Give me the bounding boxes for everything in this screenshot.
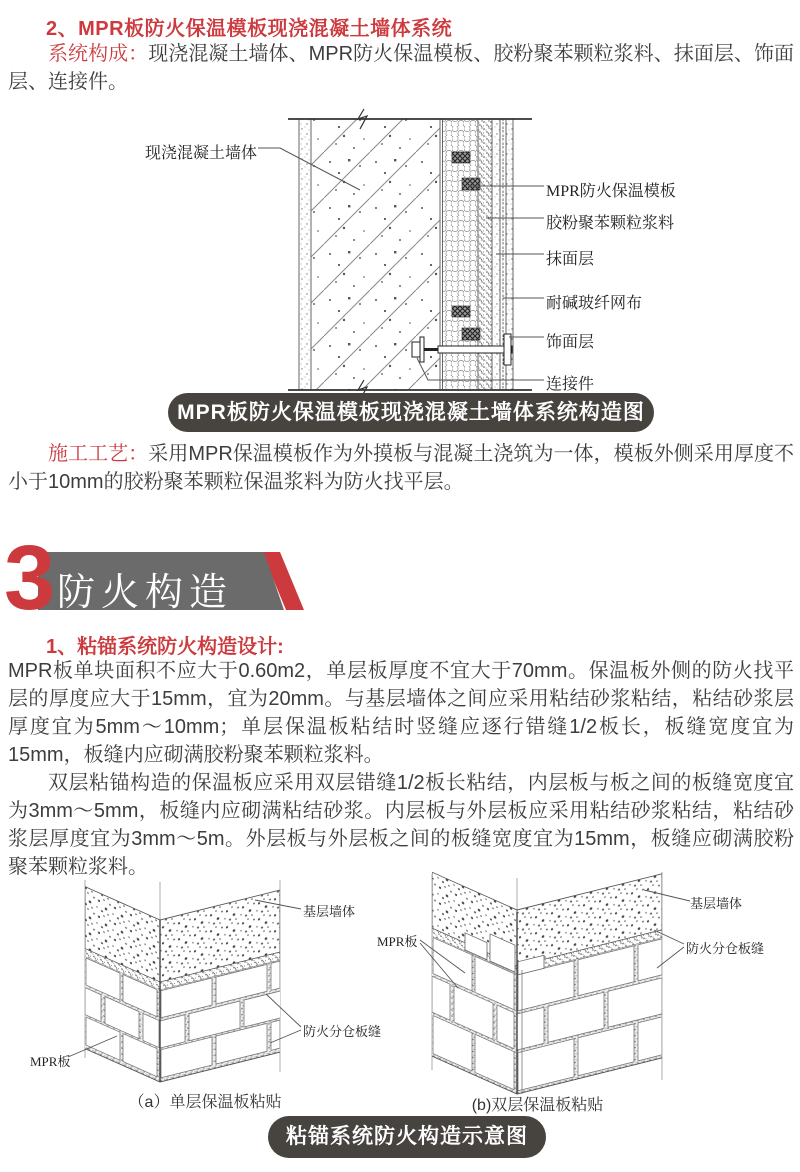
figure-b-mpr-label: MPR板: [377, 934, 418, 949]
process-paragraph: [8, 440, 794, 496]
label-mpr-board: MPR防火保温模板: [546, 183, 676, 200]
label-polystyrene-mortar: 胶粉聚苯颗粒浆料: [546, 215, 675, 232]
figure1-caption-pill: MPR板防火保温模板现浇混凝土墙体系统构造图: [168, 393, 654, 432]
figure-a-fire-joint-label: 防火分仓板缝: [303, 1024, 382, 1039]
body-paragraph-1: MPR板单块面积不应大于0.60m2，单层板厚度不宜大于70mm。保温板外侧的防火找平层的厚度应大于15mm，宜为20mm。与基层墙体之间应采用粘结砂浆粘结，粘结砂浆层厚度宜为5mm～10mm；单层保温板粘结时竖缝应逐行错缝1/2板长，板缝宽度宜为15mm，板缝内应砌满胶粉聚苯颗粒浆料。: [8, 660, 794, 766]
section2-heading: 2、MPR板防火保温模板现浇混凝土墙体系统: [46, 18, 453, 40]
composition-paragraph: [8, 40, 794, 96]
process-text: 采用MPR保温模板作为外摸板与混凝土浇筑为一体，模板外侧采用厚度不小于10mm的胶粉聚苯颗粒保温浆料为防火找平层。: [8, 443, 795, 493]
process-label: 施工工艺：: [48, 443, 149, 465]
label-cast-concrete-wall: 现浇混凝土墙体: [145, 145, 258, 162]
label-connector: 连接件: [546, 376, 595, 393]
section3-title: 防火构造: [57, 572, 234, 614]
composition-label: 系统构成：: [48, 43, 149, 65]
figure-a-mpr-label: MPR板: [30, 1054, 71, 1069]
composition-text: 现浇混凝土墙体、MPR防火保温模板、胶粉聚苯颗粒浆料、抹面层、饰面层、连接件。: [8, 43, 795, 93]
figure-a-base-wall-label: 基层墙体: [303, 904, 356, 919]
figure-b-caption: (b)双层保温板粘贴: [471, 1097, 604, 1114]
body-paragraph-2: 双层粘锚构造的保温板应采用双层错缝1/2板长粘结，内层板与板之间的板缝宽度宜为3mm～5mm，板缝内应砌满粘结砂浆。内层板与外层板应采用粘结砂浆粘结，粘结砂浆层厚度宜为3mm～5m。外层板与外层板之间的板缝宽度宜为15mm，板缝应砌满胶粉聚苯颗粒浆料。: [8, 772, 794, 878]
subsection1-heading: 1、粘锚系统防火构造设计:: [46, 636, 284, 658]
figure2-caption-pill: 粘锚系统防火构造示意图: [268, 1116, 546, 1158]
figure-a-caption: （a）单层保温板粘贴: [128, 1094, 282, 1111]
label-finish-layer: 饰面层: [546, 334, 595, 351]
figure-b-base-wall-label: 基层墙体: [690, 896, 743, 911]
label-plaster-layer: 抹面层: [546, 251, 595, 268]
label-fiberglass-mesh: 耐碱玻纤网布: [546, 295, 643, 312]
figure-b-fire-joint-label: 防火分仓板缝: [686, 941, 765, 956]
section3-number: 3: [4, 527, 56, 629]
